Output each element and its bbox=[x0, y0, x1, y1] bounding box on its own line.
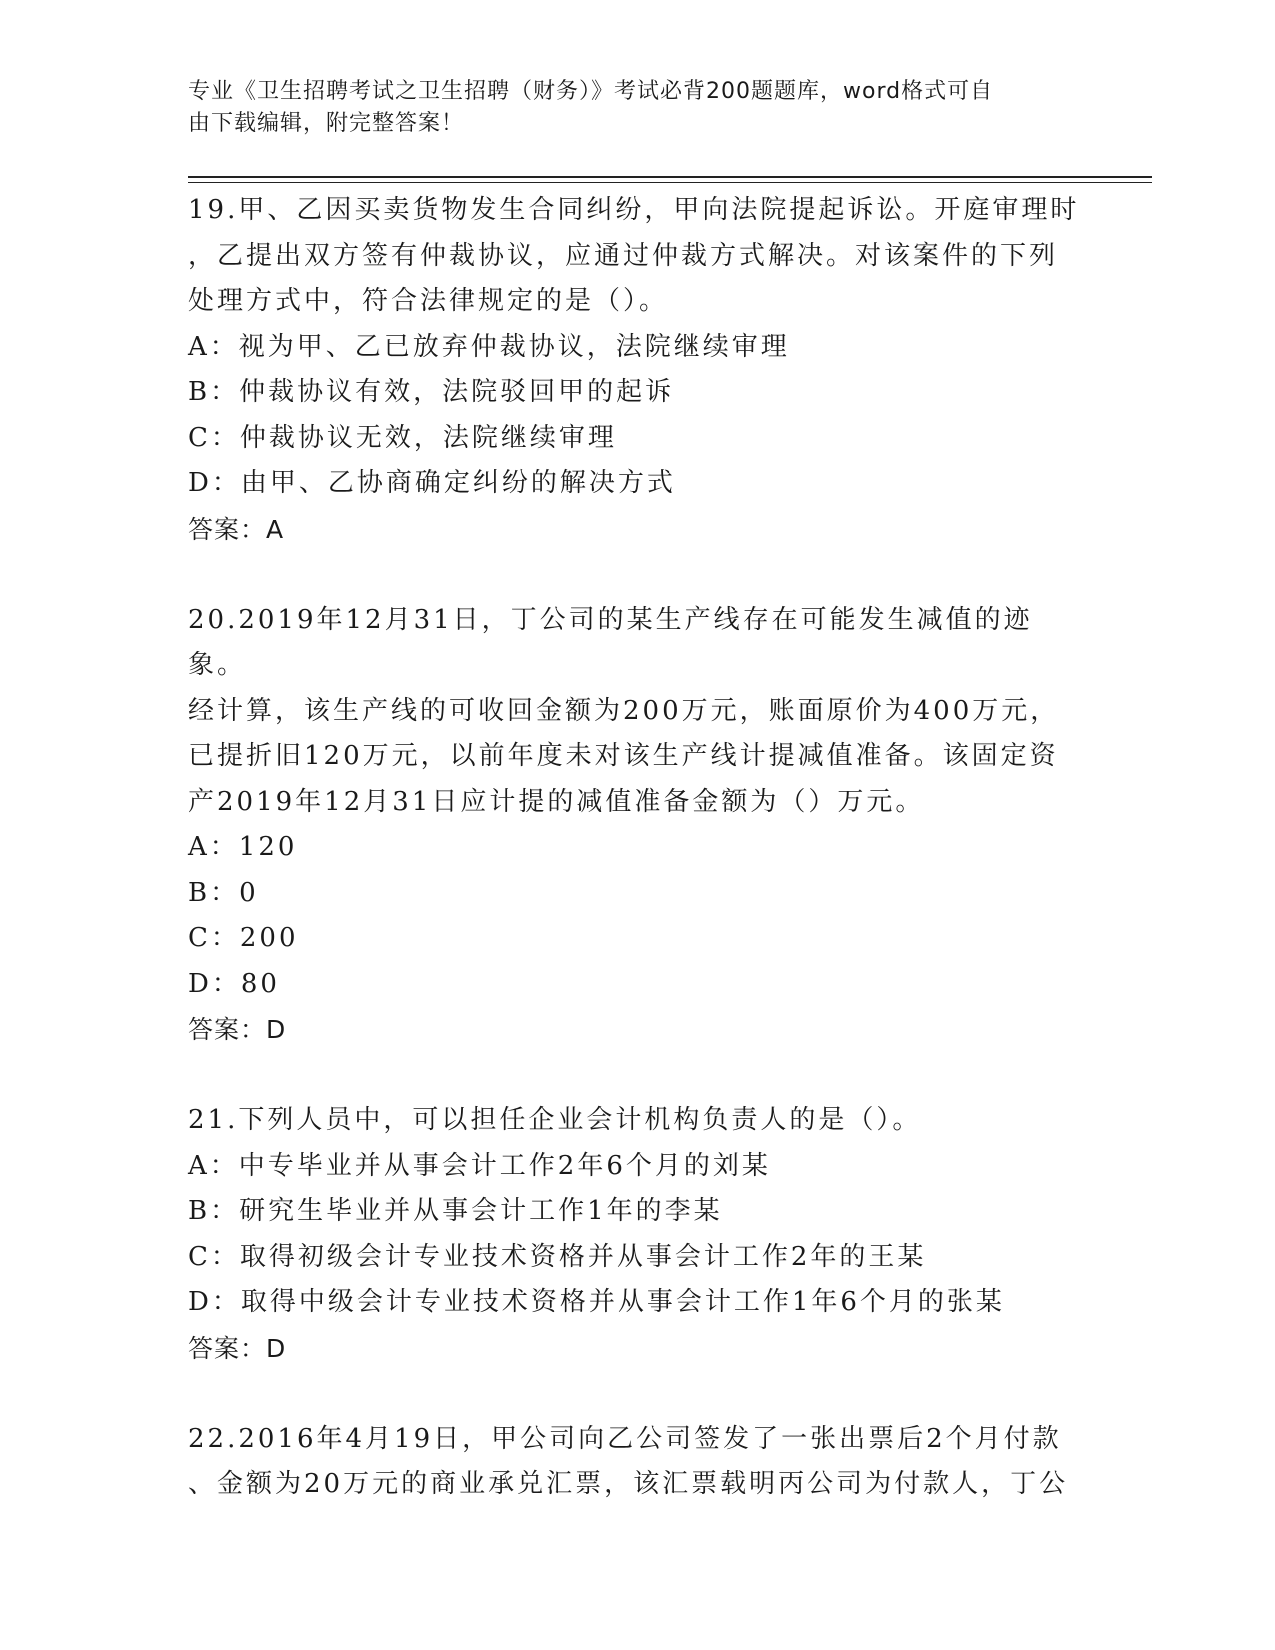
header-divider-thin bbox=[188, 182, 1152, 183]
option-b: B：仲裁协议有效，法院驳回甲的起诉 bbox=[188, 377, 675, 407]
question-stem-line: ，乙提出双方签有仲裁协议，应通过仲裁方式解决。对该案件的下列 bbox=[188, 240, 1059, 271]
question-22 bbox=[188, 1417, 1088, 1508]
question-stem-line: 经计算，该生产线的可收回金额为200万元，账面原价为400万元， bbox=[188, 695, 1060, 726]
option-c: C：200 bbox=[188, 923, 299, 953]
option-d: D：由甲、乙协商确定纠纷的解决方式 bbox=[188, 468, 676, 498]
option-d: D：80 bbox=[188, 968, 280, 999]
option-d: D：取得中级会计专业技术资格并从事会计工作1年6个月的张某 bbox=[188, 1287, 1005, 1317]
option-c: C：仲裁协议无效，法院继续审理 bbox=[188, 422, 617, 453]
answer-line: 答案：D bbox=[188, 1333, 287, 1363]
answer-line: 答案：A bbox=[188, 514, 285, 544]
question-stem-line: 、金额为20万元的商业承兑汇票，该汇票载明丙公司为付款人，丁公 bbox=[188, 1469, 1069, 1499]
question-stem-line: 21.下列人员中，可以担任企业会计机构负责人的是（）。 bbox=[188, 1105, 922, 1135]
question-stem-line: 19.甲、乙因买卖货物发生合同纠纷，甲向法院提起诉讼。开庭审理时 bbox=[188, 195, 1080, 225]
option-a: A：视为甲、乙已放弃仲裁协议，法院继续审理 bbox=[188, 331, 790, 362]
question-stem-line: 20.2019年12月31日，丁公司的某生产线存在可能发生减值的迹象。 bbox=[188, 604, 1033, 680]
option-a: A：中专毕业并从事会计工作2年6个月的刘某 bbox=[188, 1150, 771, 1181]
option-a: A：120 bbox=[188, 832, 298, 862]
option-b: B：0 bbox=[188, 877, 259, 908]
question-stem-line: 22.2016年4月19日，甲公司向乙公司签发了一张出票后2个月付款 bbox=[188, 1423, 1062, 1454]
question-stem-line: 处理方式中，符合法律规定的是（）。 bbox=[188, 286, 669, 316]
option-b: B：研究生毕业并从事会计工作1年的李某 bbox=[188, 1196, 723, 1226]
question-19 bbox=[188, 188, 1088, 552]
document-header bbox=[188, 76, 1068, 140]
option-c: C：取得初级会计专业技术资格并从事会计工作2年的王某 bbox=[188, 1241, 927, 1272]
answer-line: 答案：D bbox=[188, 1015, 287, 1044]
question-stem-line: 产2019年12月31日应计提的减值准备金额为（）万元。 bbox=[188, 786, 925, 817]
question-20 bbox=[188, 598, 1088, 1053]
question-list bbox=[188, 188, 1088, 1508]
question-21 bbox=[188, 1098, 1088, 1371]
header-line-2: 由下载编辑，附完整答案！ bbox=[188, 111, 465, 136]
question-stem-line: 已提折旧120万元，以前年度未对该生产线计提减值准备。该固定资 bbox=[188, 741, 1059, 771]
header-line-1: 专业《卫生招聘考试之卫生招聘（财务）》考试必背200题题库，word格式可自 bbox=[188, 79, 994, 104]
header-divider-thick bbox=[188, 176, 1152, 178]
